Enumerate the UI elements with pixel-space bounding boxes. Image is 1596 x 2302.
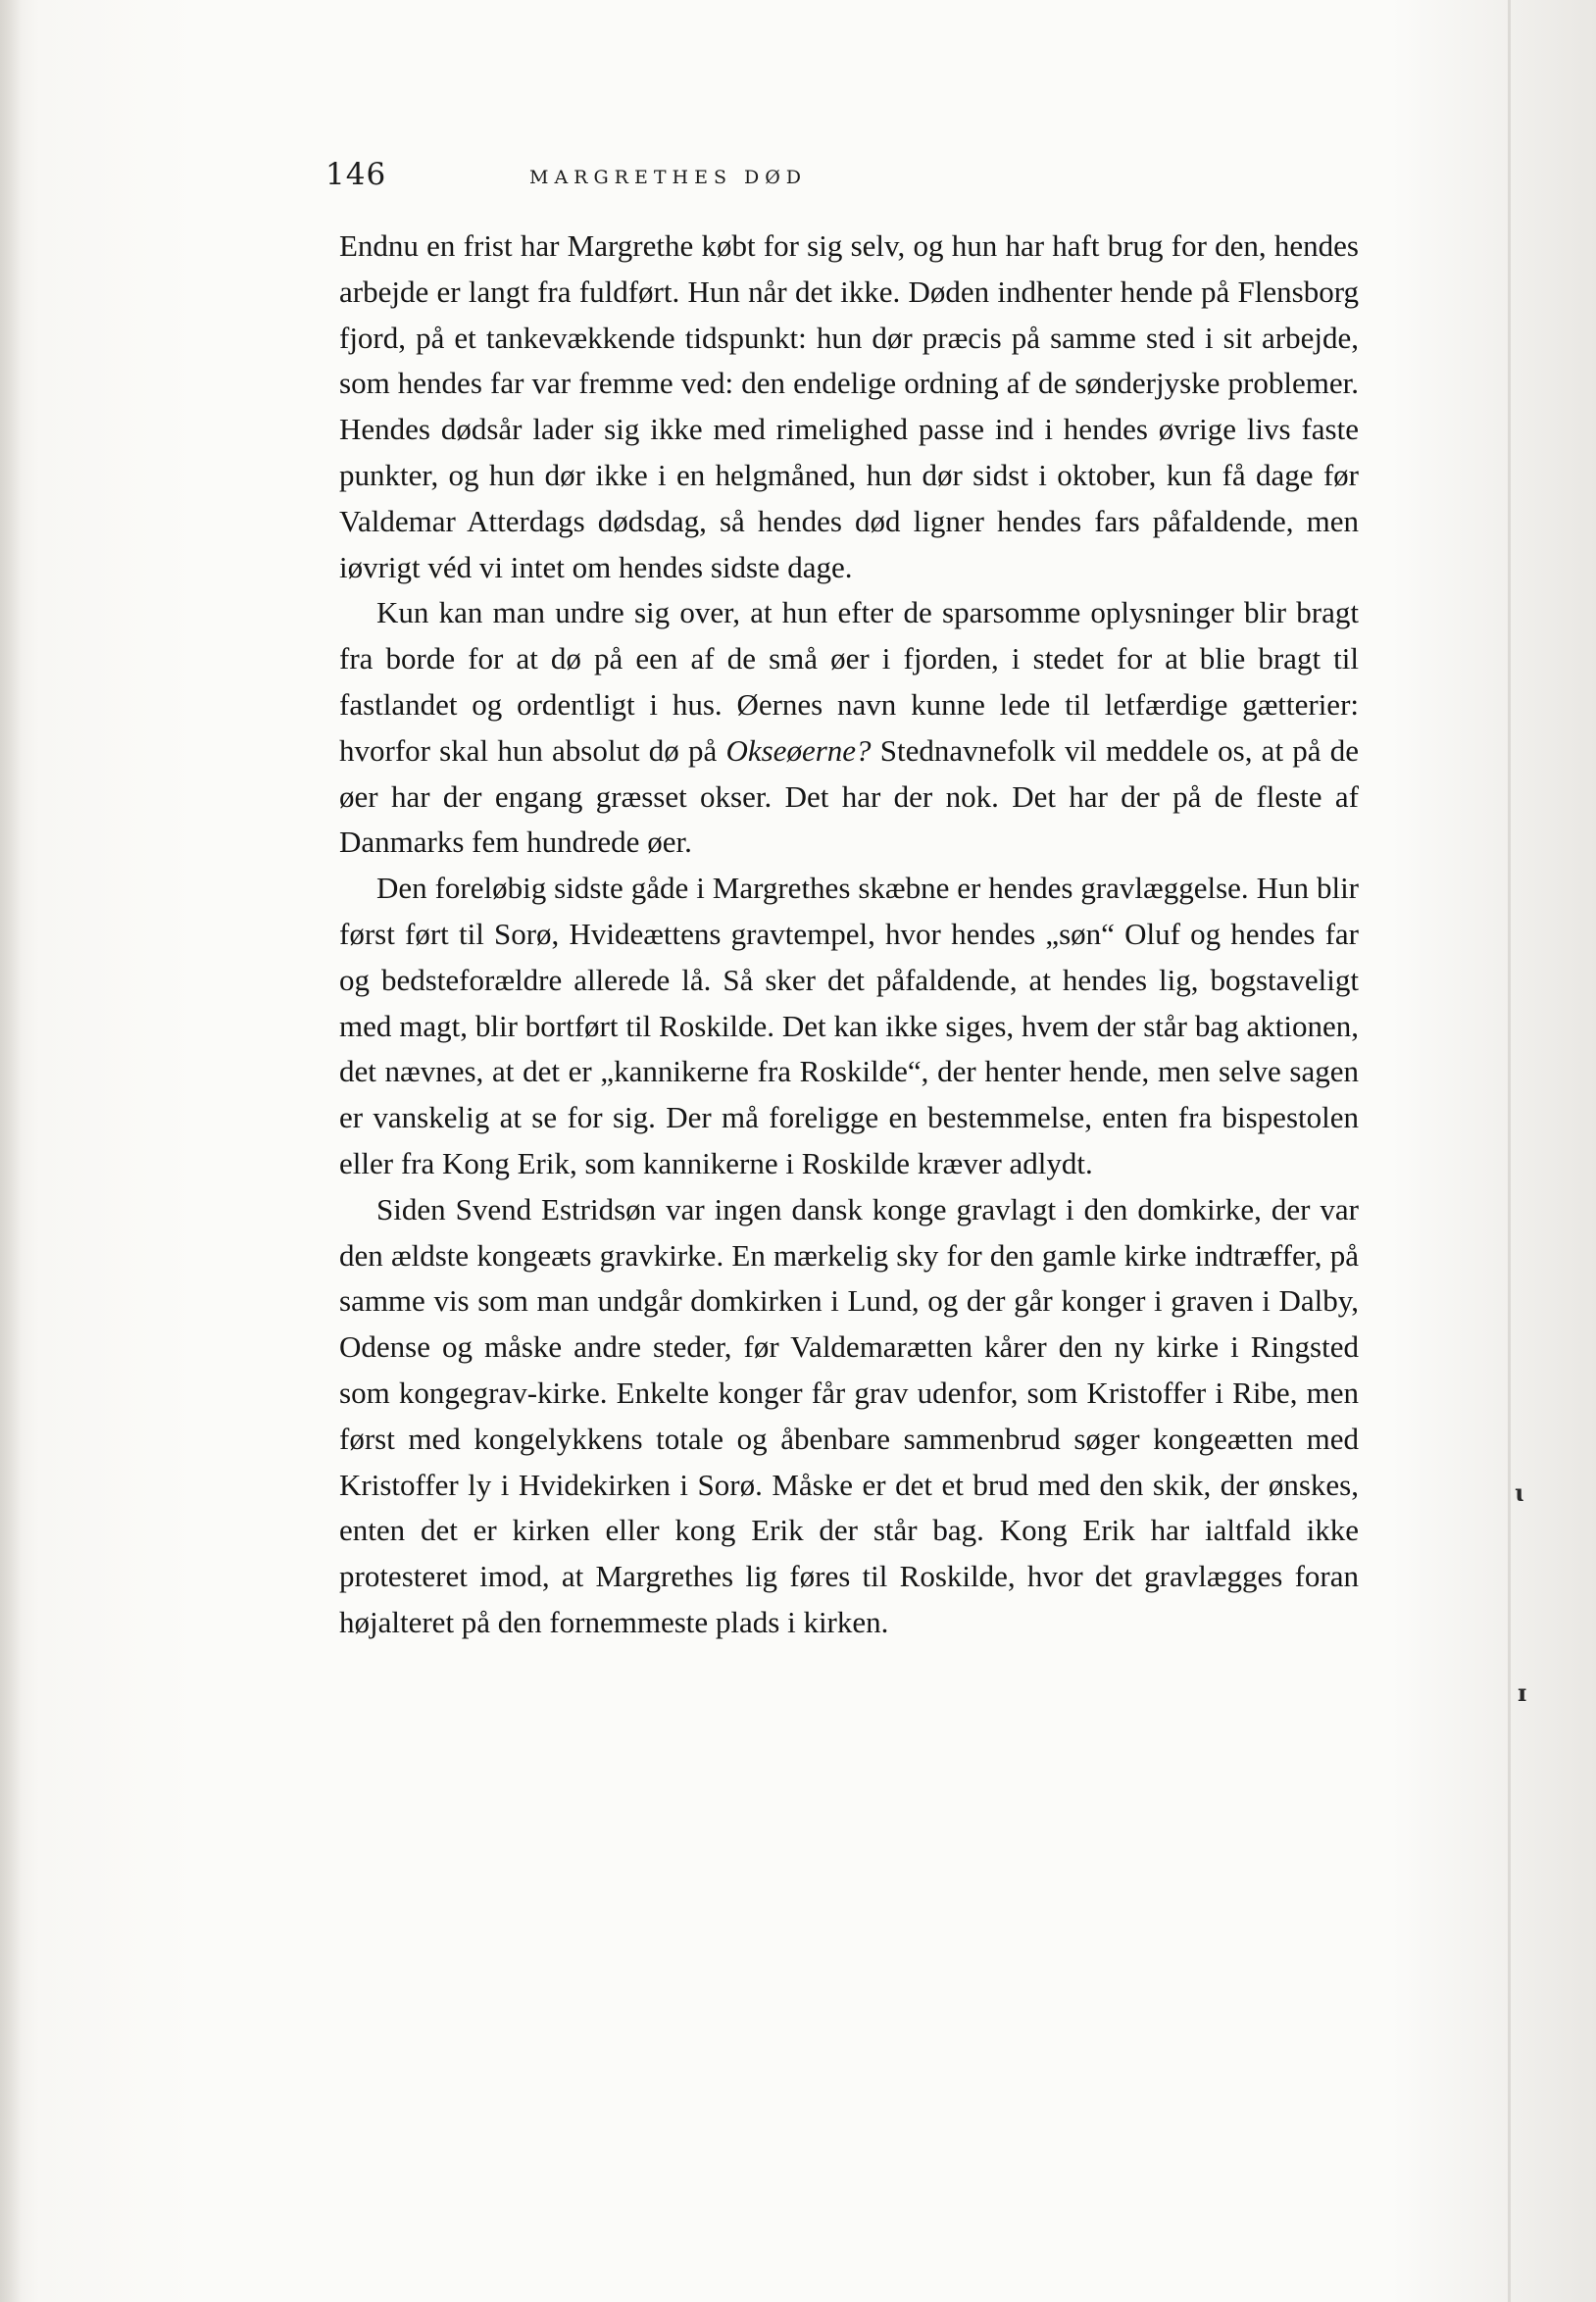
paragraph-3: Den foreløbig sidste gåde i Margrethes skæbne er hendes gravlæggelse. Hun blir først ført til Sorø, Hvideættens gravtempel, hvor hendes „søn“ Oluf og hendes far og bedsteforældre allerede lå. Så sker det påfaldende, at hendes lig, bogstaveligt med magt, blir bortført til Roskilde. Det kan ikke siges, hvem der står bag aktionen, det nævnes, at det er „kannikerne fra Roskilde“, der henter hende, men selve sagen er vanskelig at se for sig. Der må foreligge en bestemmelse, enten fra bispestolen eller fra Kong Erik, som kannikerne i Roskilde kræver adlydt. [339,871,1359,1180]
body-text [339,224,1359,1646]
paragraph-2 [339,590,1359,866]
margin-mark: ɪ [1518,1678,1527,1707]
paragraph-2-italic-placename: Okseøerne? [725,732,872,768]
margin-mark: ɩ [1515,1478,1524,1507]
paragraph-1: Endnu en frist har Margrethe købt for sig selv, og hun har haft brug for den, hendes arbejde er langt fra fuldført. Hun når det ikke. Døden indhenter hende på Flensborg fjord, på et tankevækkende tidspunkt: hun dør præcis på samme sted i sit arbejde, som hendes far var fremme ved: den endelige ordning af de sønderjyske problemer. Hendes dødsår lader sig ikke med rimelighed passe ind i hendes øvrige livs faste punkter, og hun dør ikke i en helgmåned, hun dør sidst i oktober, kun få dage før Valdemar Atterdags dødsdag, så hendes død ligner hendes fars påfaldende, men iøvrigt véd vi intet om hendes sidste dage. [339,228,1359,584]
paragraph-2-text-a: Kun kan man undre sig over, at hun efter de sparsomme oplysninger blir bragt fra borde for at dø på een af de små øer i fjorden, i stedet for at blie bragt til fastlandet og ordentligt i hus. Øernes navn kunne lede til letfærdige gætterier: hvorfor skal hun absolut dø på [339,595,1359,768]
spine-shadow [0,0,22,2302]
page-edge-line [1508,0,1511,2302]
paragraph-2-text-b: Stednavnefolk vil meddele os, at på de øer har der engang græsset okser. Det har der nok. Det har der på de fleste af Danmarks fem hundrede øer. [339,732,1359,860]
running-title: MARGRETHES DØD [529,167,808,188]
running-head [325,157,1384,196]
page-number: 146 [325,157,387,192]
paragraph-4: Siden Svend Estridsøn var ingen dansk konge gravlagt i den domkirke, der var den ældste kongeæts gravkirke. En mærkelig sky for den gamle kirke indtræffer, på samme vis som man undgår domkirken i Lund, og der går konger i graven i Dalby, Odense og måske andre steder, før Valdemarætten kårer den ny kirke i Ringsted som kongegrav-kirke. Enkelte konger får grav udenfor, som Kristoffer i Ribe, men først med kongelykkens totale og åbenbare sammenbrud søger kongeætten med Kristoffer ly i Hvidekirken i Sorø. Måske er det et brud med den skik, der ønskes, enten det er kirken eller kong Erik der står bag. Kong Erik har ialtfald ikke protesteret imod, at Margrethes lig føres til Roskilde, hvor det gravlægges foran højalteret på den fornemmeste plads i kirken. [339,1191,1359,1639]
